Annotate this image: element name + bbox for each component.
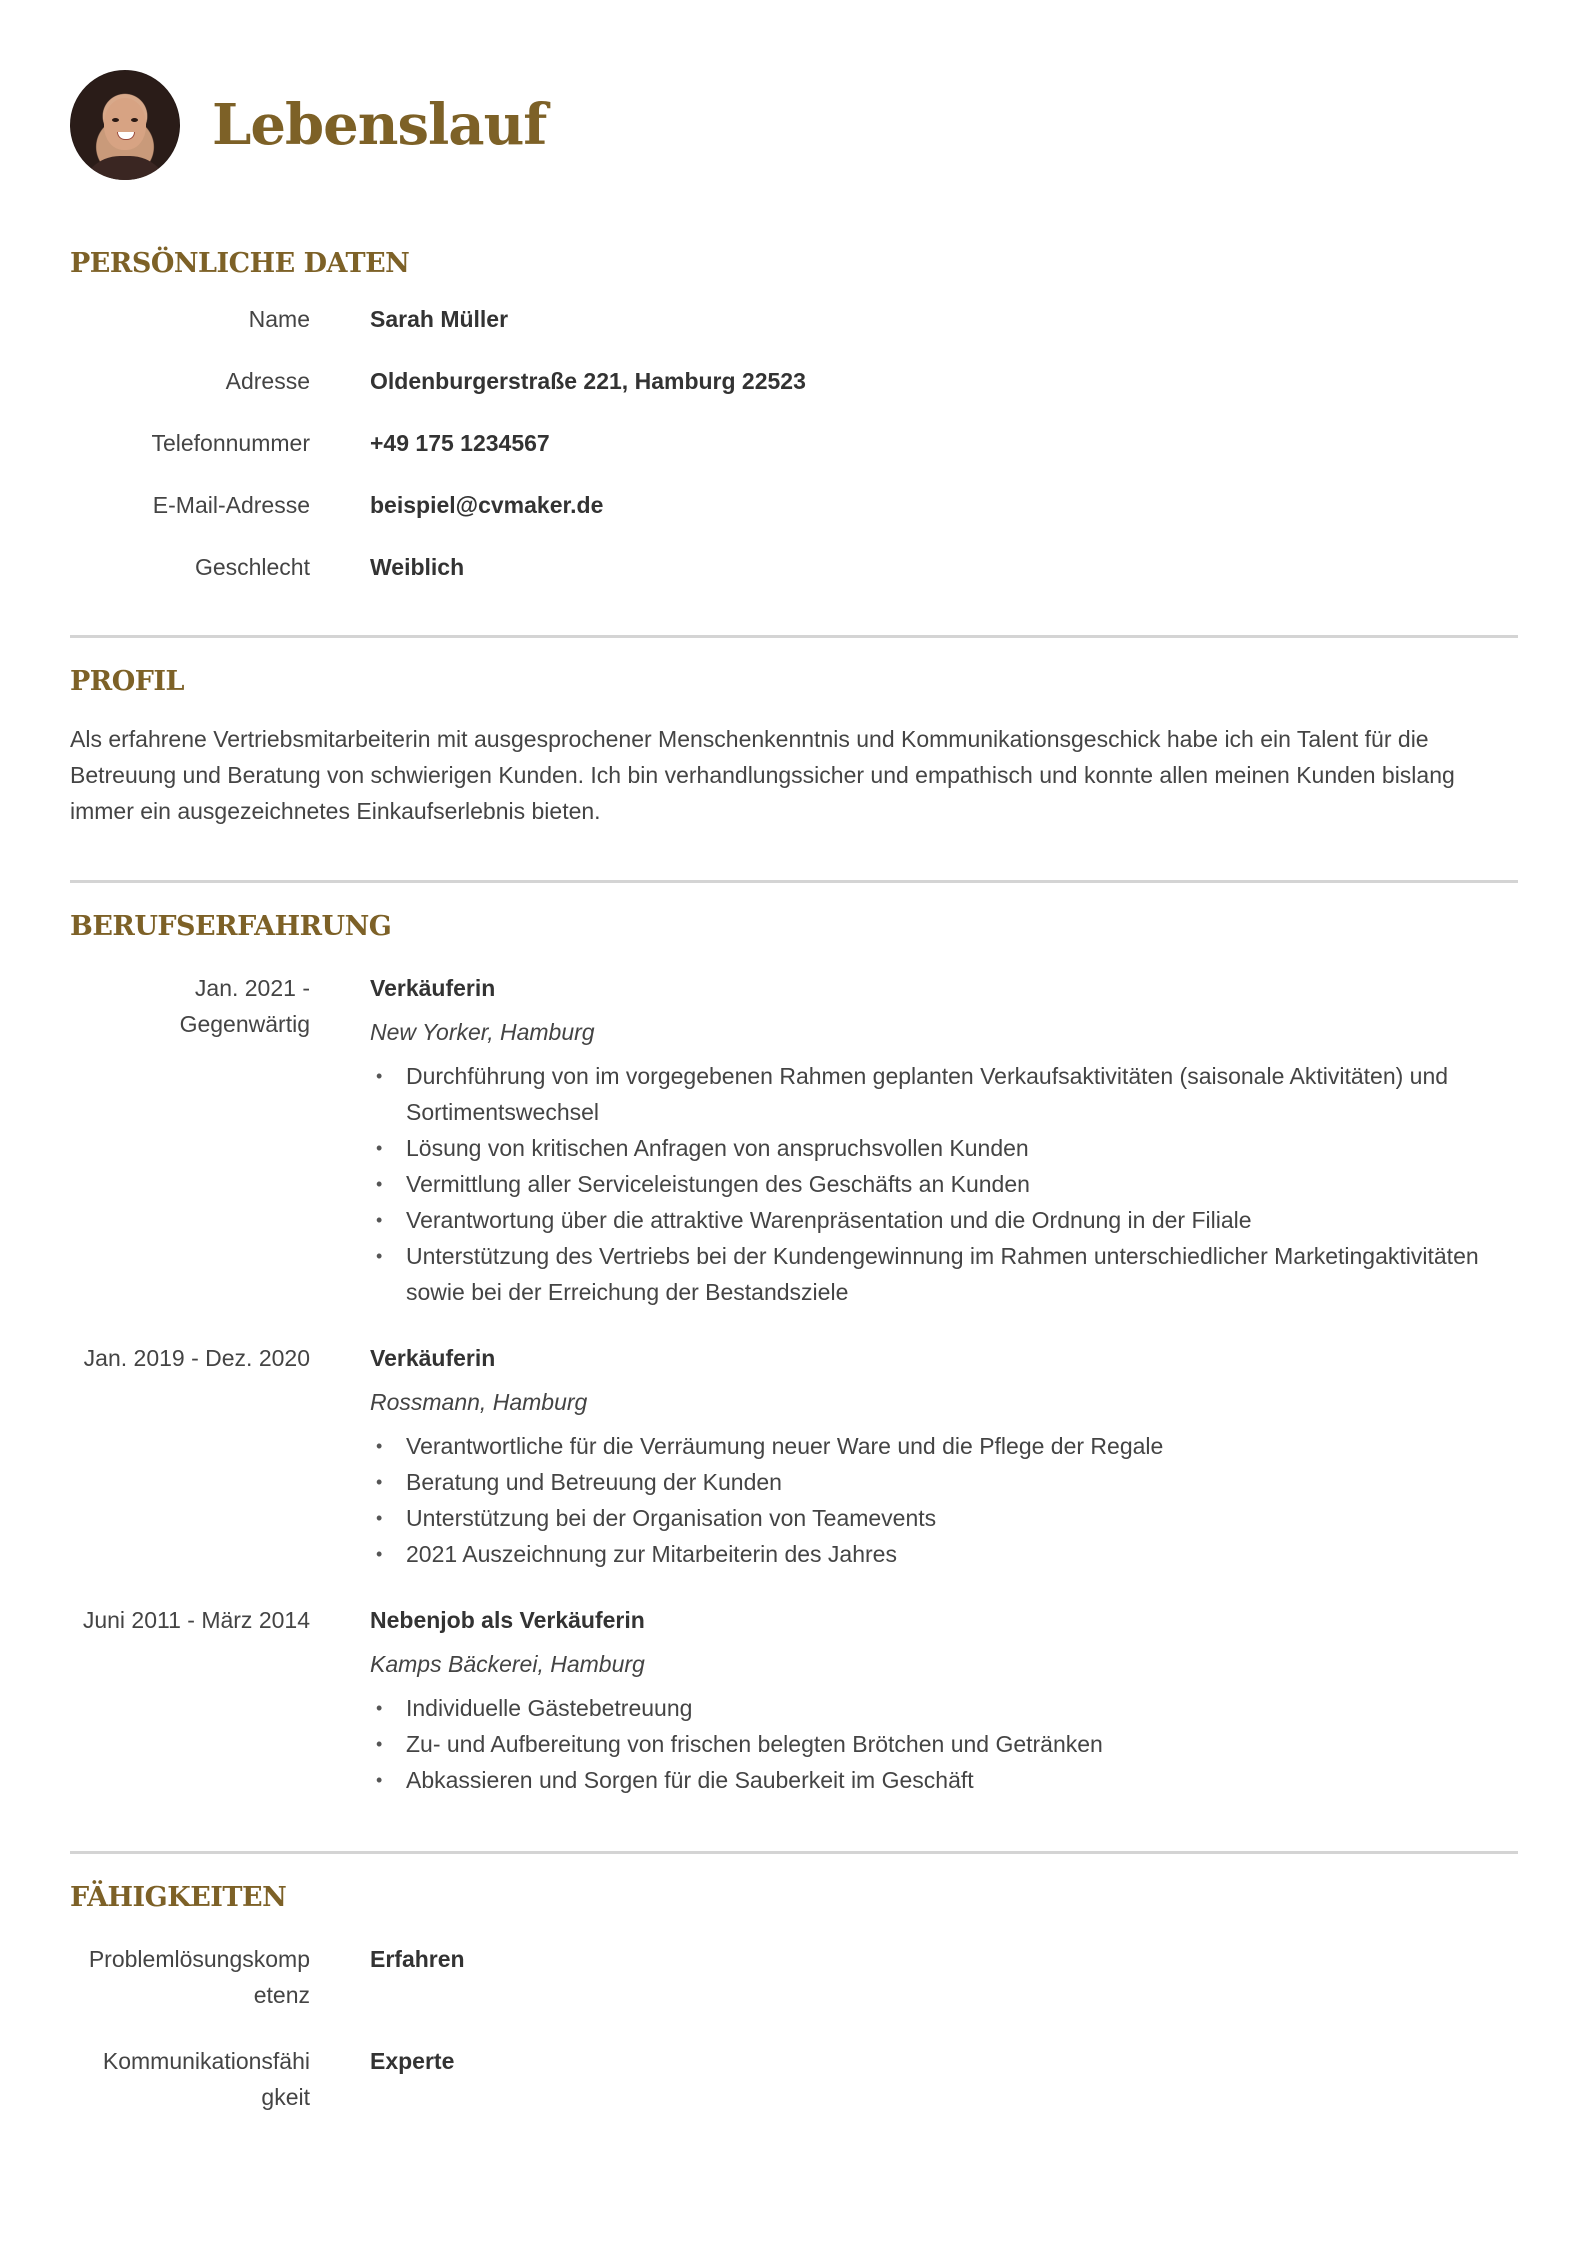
job-entry	[70, 1340, 1518, 1572]
section-divider	[70, 1851, 1518, 1854]
field-label: Geschlecht	[194, 554, 310, 580]
field-value: beispiel@cvmaker.de	[370, 492, 604, 518]
job-dates-line: Gegenwärtig	[179, 1011, 310, 1037]
section-heading-personal: PERSÖNLICHE DATEN	[70, 248, 410, 279]
field-label: Telefonnummer	[151, 430, 310, 456]
field-value: +49 175 1234567	[370, 430, 550, 456]
job-company: Rossmann, Hamburg	[370, 1389, 588, 1415]
list-item: • Durchführung von im vorgegebenen Rahmen geplanten Verkaufsaktivitäten (saisonale Aktivitäten) und Sortimentswechsel	[406, 1058, 1518, 1130]
personal-row-address	[70, 363, 1518, 399]
job-bullets	[370, 1058, 1518, 1310]
personal-row-gender	[70, 549, 1518, 585]
list-item: • Verantwortliche für die Verräumung neuer Ware und die Pflege der Regale	[406, 1428, 1518, 1464]
job-dates	[70, 1602, 310, 1798]
list-item: • Individuelle Gästebetreuung	[406, 1690, 1518, 1726]
section-heading-experience: BERUFSERFAHRUNG	[70, 911, 392, 942]
job-dates	[70, 970, 310, 1310]
job-entry	[70, 970, 1518, 1310]
skill-label	[70, 1941, 310, 2013]
section-profile	[70, 666, 1518, 829]
skill-label-line: etenz	[253, 1982, 310, 2008]
field-label: Adresse	[225, 368, 310, 394]
job-dates-line: Juni 2011 - März 2014	[82, 1607, 310, 1633]
job-entry	[70, 1602, 1518, 1798]
skill-level: Erfahren	[370, 1946, 465, 1972]
personal-row-name	[70, 301, 1518, 337]
job-dates-line: Jan. 2021 -	[194, 975, 310, 1001]
skill-row	[70, 1941, 1518, 2013]
skill-label	[70, 2043, 310, 2115]
job-role: Verkäuferin	[370, 975, 496, 1001]
section-divider	[70, 880, 1518, 883]
profile-text: Als erfahrene Vertriebsmitarbeiterin mit ausgesprochener Menschenkenntnis und Kommunikationsgeschick habe ich ein Talent für die Betreuung und Beratung von schwierigen Kunden. Ich bin verhandlungssicher und empathisch und konnte allen meinen Kunden bislang immer ein ausgezeichnetes Einkaufserlebnis bieten.	[70, 726, 1455, 824]
resume-header	[70, 70, 546, 180]
list-item: • Lösung von kritischen Anfragen von anspruchsvollen Kunden	[406, 1130, 1518, 1166]
skill-row	[70, 2043, 1518, 2115]
job-bullets	[370, 1428, 1518, 1572]
list-item: • Unterstützung des Vertriebs bei der Kundengewinnung im Rahmen unterschiedlicher Marketingaktivitäten sowie bei der Erreichung der Bestandsziele	[406, 1238, 1518, 1310]
list-item: • Zu- und Aufbereitung von frischen belegten Brötchen und Getränken	[406, 1726, 1518, 1762]
job-role: Nebenjob als Verkäuferin	[370, 1607, 645, 1633]
job-company: Kamps Bäckerei, Hamburg	[370, 1651, 645, 1677]
list-item: • 2021 Auszeichnung zur Mitarbeiterin des Jahres	[406, 1536, 1518, 1572]
list-item: • Vermittlung aller Serviceleistungen des Geschäfts an Kunden	[406, 1166, 1518, 1202]
page-title: Lebenslauf	[212, 92, 547, 158]
skill-label-line: Kommunikationsfähi	[102, 2048, 310, 2074]
list-item: • Verantwortung über die attraktive Warenpräsentation und die Ordnung in der Filiale	[406, 1202, 1518, 1238]
field-value: Oldenburgerstraße 221, Hamburg 22523	[370, 368, 806, 394]
field-label: E-Mail-Adresse	[152, 492, 310, 518]
list-item: • Unterstützung bei der Organisation von Teamevents	[406, 1500, 1518, 1536]
section-experience	[70, 911, 1518, 1798]
field-value: Weiblich	[370, 554, 465, 580]
section-divider	[70, 635, 1518, 638]
job-dates-line: Jan. 2019 - Dez. 2020	[83, 1345, 310, 1371]
job-company: New Yorker, Hamburg	[370, 1019, 595, 1045]
section-heading-skills: FÄHIGKEITEN	[70, 1882, 287, 1913]
skill-label-line: Problemlösungskomp	[88, 1946, 310, 1972]
skill-level: Experte	[370, 2048, 455, 2074]
section-personal	[70, 248, 1518, 585]
avatar	[70, 70, 180, 180]
personal-row-email	[70, 487, 1518, 523]
job-role: Verkäuferin	[370, 1345, 496, 1371]
section-skills	[70, 1882, 1518, 2115]
section-heading-profile: PROFIL	[70, 666, 185, 697]
field-value: Sarah Müller	[370, 306, 509, 332]
job-bullets	[370, 1690, 1518, 1798]
field-label: Name	[248, 306, 310, 332]
list-item: • Abkassieren und Sorgen für die Sauberkeit im Geschäft	[406, 1762, 1518, 1798]
job-dates	[70, 1340, 310, 1572]
skill-label-line: gkeit	[261, 2084, 310, 2110]
personal-row-phone	[70, 425, 1518, 461]
list-item: • Beratung und Betreuung der Kunden	[406, 1464, 1518, 1500]
